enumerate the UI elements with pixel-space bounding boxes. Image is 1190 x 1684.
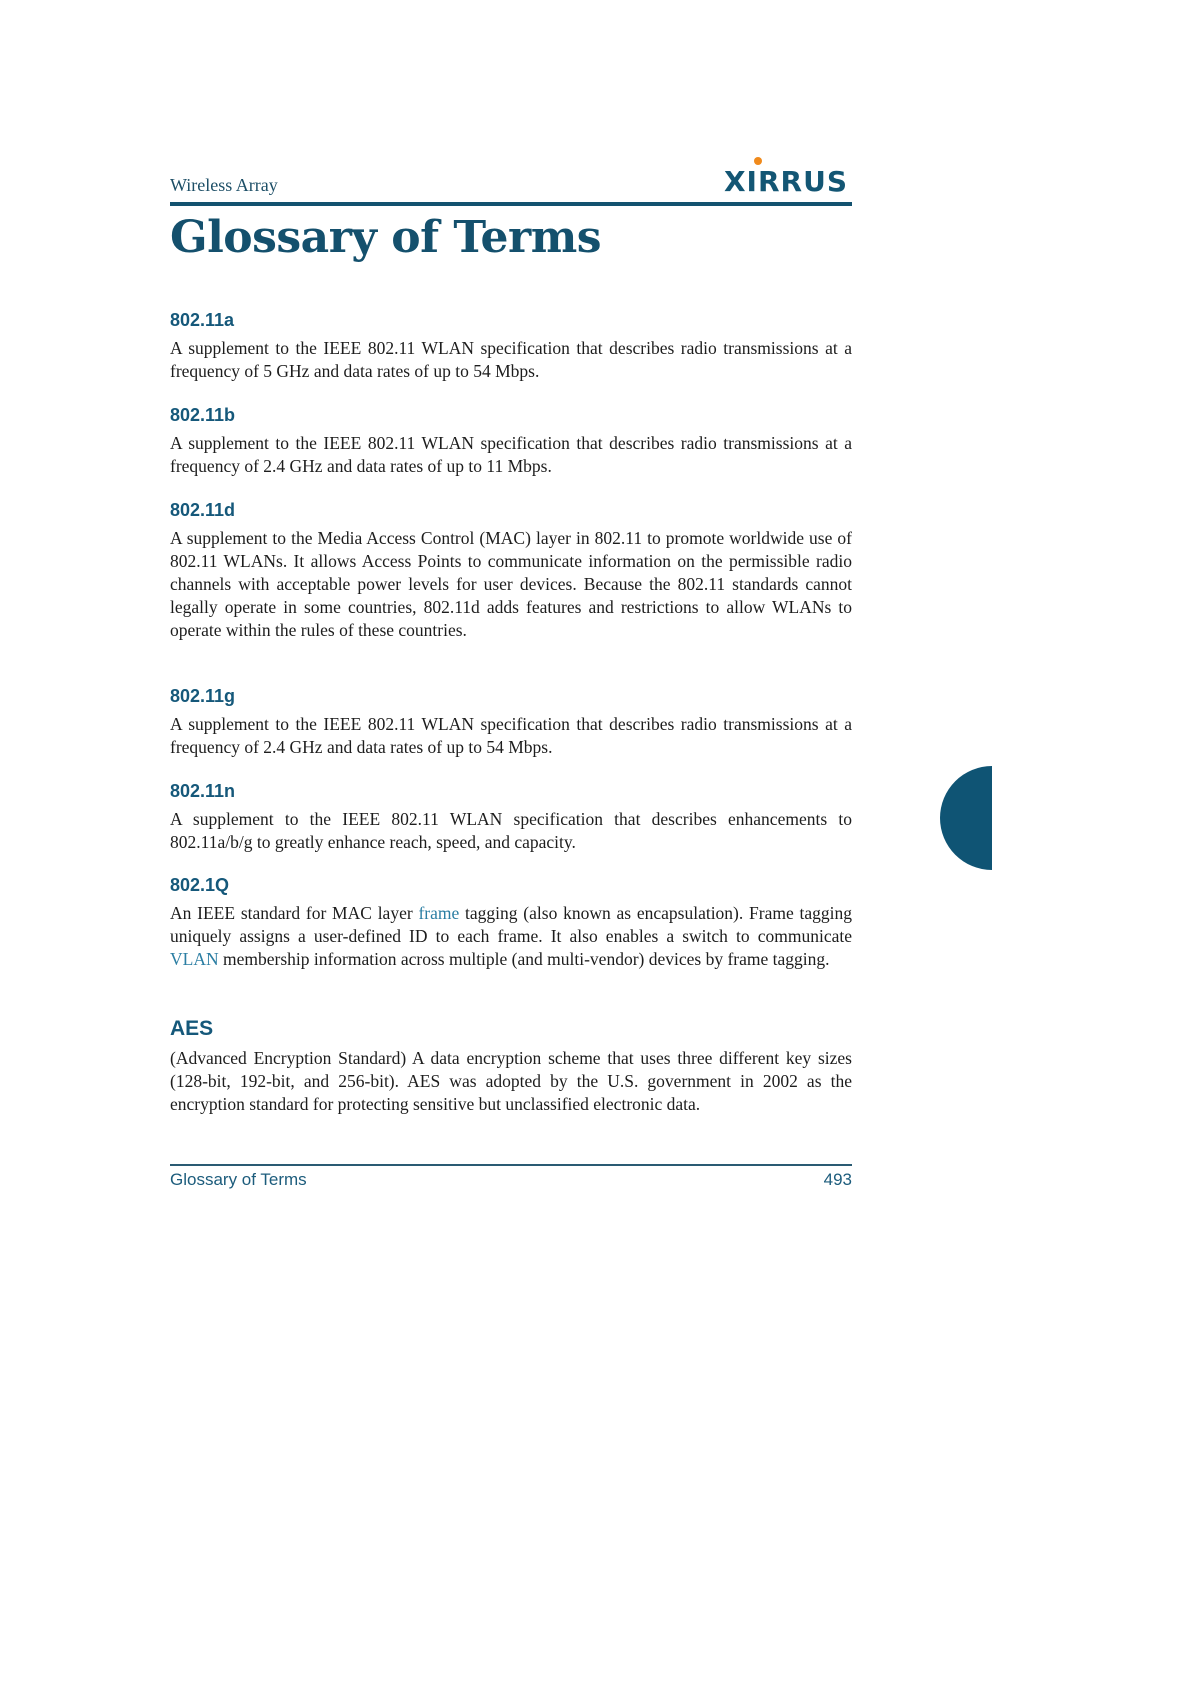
glossary-definition: (Advanced Encryption Standard) A data encryption scheme that uses three different key sizes (128-bit, 192-bit, and 256-bit). AES was adopted by the U.S. government in 2002 as the encryption standard for protecting sensitive but unclassified electronic data. xyxy=(170,1048,852,1114)
glossary-definition: A supplement to the IEEE 802.11 WLAN specification that describes enhancements to 802.11a/b/g to greatly enhance reach, speed, and capacity. xyxy=(170,809,852,852)
header-divider xyxy=(170,202,852,206)
definition-text: membership information across multiple (and multi-vendor) devices by frame tagging. xyxy=(218,949,830,969)
glossary-definition: A supplement to the IEEE 802.11 WLAN specification that describes radio transmissions at a frequency of 2.4 GHz and data rates of up to 54 Mbps. xyxy=(170,714,852,757)
footer-section-title: Glossary of Terms xyxy=(170,1170,307,1189)
glossary-term: 802.11d xyxy=(170,500,236,520)
header-section-title: Wireless Array xyxy=(170,175,278,195)
footer-divider xyxy=(170,1164,852,1166)
glossary-term: 802.11a xyxy=(170,310,235,330)
glossary-term: AES xyxy=(170,1017,214,1040)
frame-link[interactable]: frame xyxy=(418,903,460,923)
definition-text: tagging (also known as encapsulation). Frame tagging uniquely assigns a user-defined ID to each frame. It also enables a switch to communicate xyxy=(170,903,852,946)
xirrus-logo xyxy=(724,165,848,198)
glossary-term: 802.11g xyxy=(170,686,236,706)
glossary-content xyxy=(170,310,852,1137)
glossary-definition: A supplement to the Media Access Control (MAC) layer in 802.11 to promote worldwide use of 802.11 WLANs. It allows Access Points to communicate information on the permissible radio channels with acceptable power levels for user devices. Because the 802.11 standards cannot legally operate in some countries, 802.11d adds features and restrictions to allow WLANs to operate within the rules of these countries. xyxy=(170,528,852,640)
logo-text: XIRRUS xyxy=(723,165,848,198)
glossary-entry xyxy=(170,781,852,875)
glossary-term: 802.11n xyxy=(170,781,236,801)
glossary-entry xyxy=(170,405,852,500)
section-tab-marker xyxy=(940,766,992,870)
glossary-term: 802.11b xyxy=(170,405,236,425)
page-number: 493 xyxy=(823,1170,852,1189)
glossary-entry xyxy=(170,500,852,686)
glossary-definition: A supplement to the IEEE 802.11 WLAN specification that describes radio transmissions at a frequency of 2.4 GHz and data rates of up to 11 Mbps. xyxy=(170,433,852,476)
vlan-link[interactable]: VLAN xyxy=(170,949,219,969)
definition-text: An IEEE standard for MAC layer xyxy=(170,903,419,923)
glossary-definition: A supplement to the IEEE 802.11 WLAN specification that describes radio transmissions at a frequency of 5 GHz and data rates of up to 54 Mbps. xyxy=(170,338,852,381)
glossary-entry xyxy=(170,875,852,1017)
page-header xyxy=(170,150,852,206)
glossary-term: 802.1Q xyxy=(170,875,230,895)
glossary-entry xyxy=(170,310,852,405)
page-title: Glossary of Terms xyxy=(170,212,602,263)
glossary-entry xyxy=(170,686,852,781)
glossary-definition xyxy=(170,902,852,971)
logo-dot-icon xyxy=(754,157,762,165)
glossary-entry xyxy=(170,1017,852,1137)
